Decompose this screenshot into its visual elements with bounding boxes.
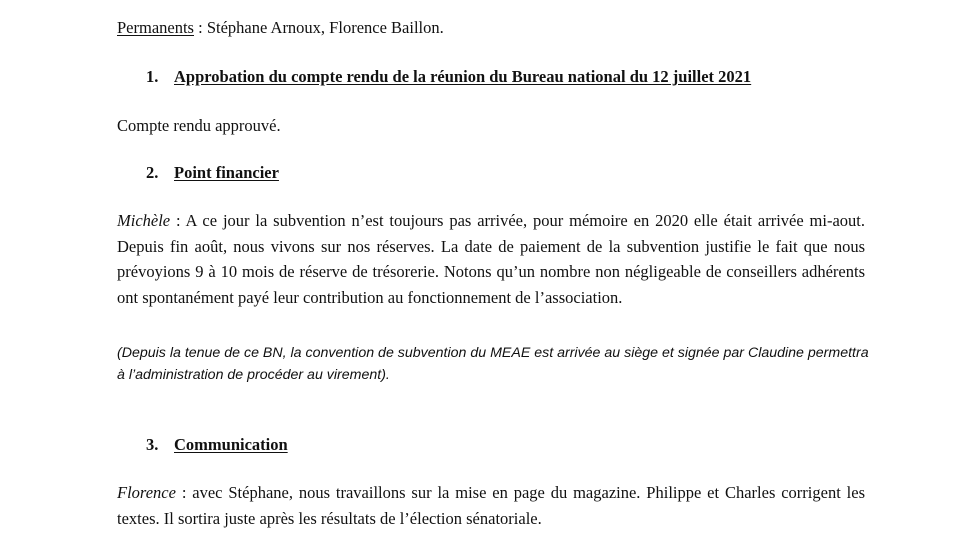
section-1-number: 1. (146, 67, 159, 86)
section-3-title: Communication (174, 435, 288, 454)
section-2-paragraph (117, 208, 865, 310)
permanents-names: Stéphane Arnoux, Florence Baillon. (206, 18, 444, 37)
section-3-text: : avec Stéphane, nous travaillons sur la mise en page du magazine. Philippe et Charles corrigent les textes. Il sortira juste après les résultats de l’élection sénatoriale. (117, 483, 865, 528)
section-2-text: : A ce jour la subvention n’est toujours pas arrivée, pour mémoire en 2020 elle était arrivée mi-aout. Depuis fin août, nous vivons sur nos réserves. La date de paiement de la subvention justifie le fait que nous prévoyions 9 à 10 mois de réserve de trésorerie. Notons qu’un nombre non négligeable de conseillers adhérents ont spontanément payé leur contribution au fonctionnement de l’association. (117, 211, 865, 307)
section-2-note (117, 342, 877, 386)
section-3-paragraph (117, 480, 865, 531)
note-close-paren: ). (381, 367, 390, 383)
section-3-number: 3. (146, 435, 159, 454)
section-1-body: Compte rendu approuvé. (117, 116, 281, 135)
section-3-heading (146, 435, 288, 455)
speaker-florence: Florence (117, 483, 176, 502)
note-open-paren: ( (117, 345, 122, 361)
permanents-line (117, 18, 444, 38)
note-text: Depuis la tenue de ce BN, la convention de subvention du MEAE est arrivée au siège et signée par Claudine permettra à l’administration de procéder au virement (117, 345, 869, 383)
speaker-michele: Michèle (117, 211, 171, 230)
section-1-title: Approbation du compte rendu de la réunion du Bureau national du 12 juillet 2021 (174, 67, 752, 86)
permanents-separator: : (193, 18, 207, 37)
section-2-number: 2. (146, 163, 159, 182)
permanents-label: Permanents (117, 18, 194, 37)
section-1-heading (146, 67, 751, 87)
section-2-heading (146, 163, 279, 183)
section-2-title: Point financier (174, 163, 279, 182)
